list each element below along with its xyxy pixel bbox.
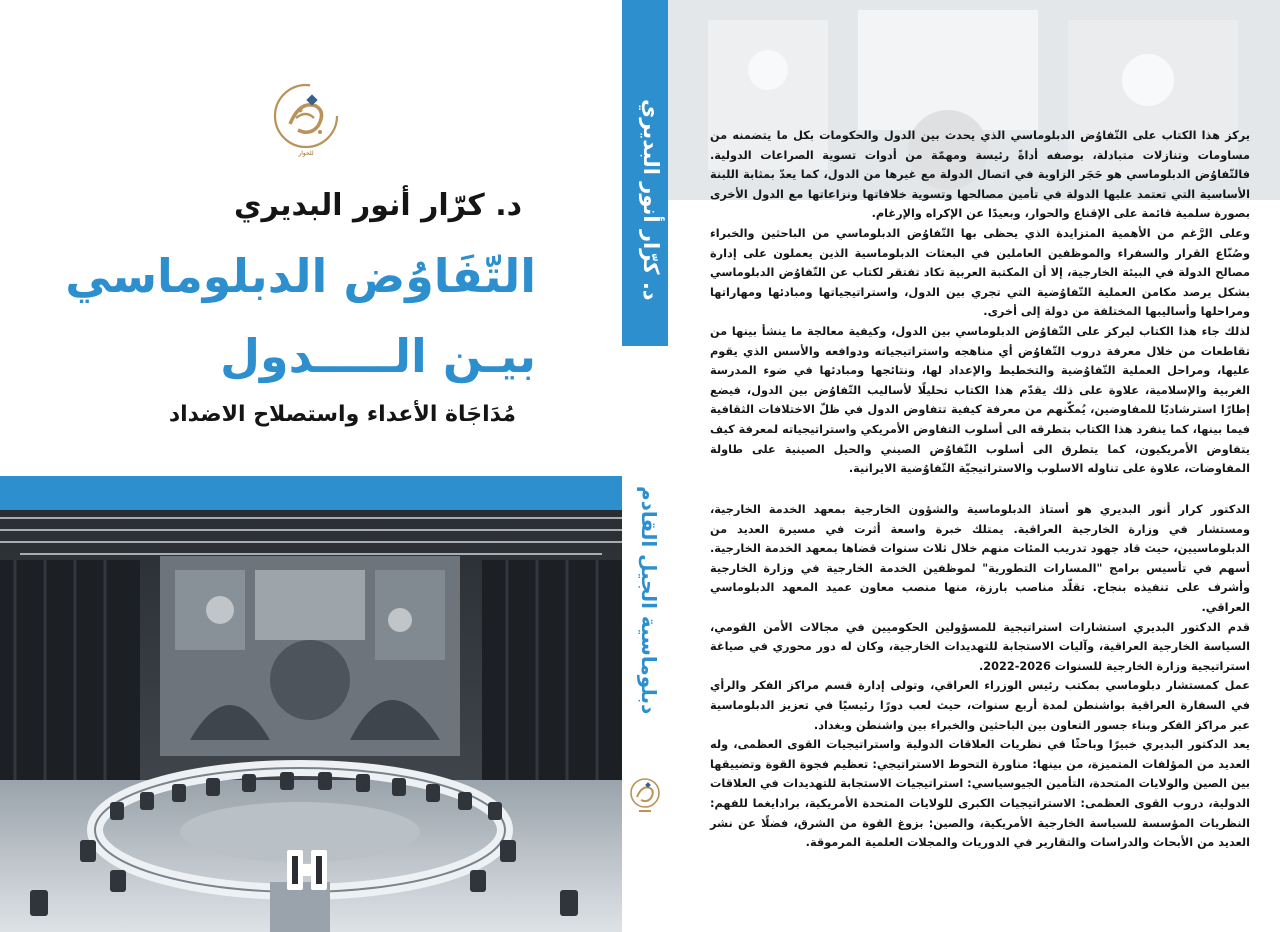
institute-calligraphy-logo-icon: [270, 80, 342, 152]
back-cover: [668, 0, 1280, 932]
book-subtitle: مُدَاجَاة الأعداء واستصلاح الاضداد: [168, 402, 516, 427]
author-name: د. كرّار أنور البديري: [234, 188, 522, 223]
spine-author: د. كرّار أنور البديري: [639, 99, 663, 301]
book-description: [710, 126, 1250, 479]
spine-series-title: دبلوماسية الجيل القادم: [637, 485, 661, 715]
bio-paragraph: عمل كمستشار دبلوماسي بمكتب رئيس الوزراء العراقي، وتولى إدارة قسم مراكز الفكر والرأي في السفارة العراقية بواشنطن لمدة أربع سنوات، حيث لعب دورًا رئيسيًا في تعزيز الدبلوماسية عبر مراكز الفكر وبناء جسور التعاون بين الباحثين والخبراء بين واشنطن وبغداد.: [710, 679, 1250, 732]
book-title-line-2: بيـن الـــــدول: [220, 329, 536, 383]
blue-band: [0, 476, 622, 510]
bio-paragraph: يعد الدكتور البديري خبيرًا وباحثًا في نظريات العلاقات الدولية واستراتيجيات القوى العظمى، وله العديد من المؤلفات المتميزة، من بينها: مناورة التحوط الاستراتيجي: تعظيم فجوة القوة وتضييقها بين الصين والولايات المتحدة، التأمين الجيوسياسي: استراتيجيات الاستجابة للتهديدات في العلاقات الدولية، دروب القوى العظمى: الاستراتيجيات الكبرى للولايات المتحدة الأمريكية، برادايغما للفهم: النظريات المؤسسة للسياسة الخارجية الأمريكية، والصين: بزوغ القوة من الشرق، فضلًا عن نشر العديد من الأبحاث والدراسات والتقارير في الدوريات والمجلات العلمية المرموقة.: [710, 738, 1250, 850]
institute-logo: [270, 80, 342, 168]
book-spine: [622, 0, 668, 932]
author-biography: [710, 500, 1250, 853]
book-title-line-1: التّفَاوُض الدبلوماسي: [65, 249, 536, 303]
description-paragraph: يركز هذا الكتاب على التّفاوُض الدبلوماسي الذي يحدث بين الدول والحكومات بكل ما يتضمنه من مساومات وتنازلات متبادلة، بوصفه أداةً رئيسة ومهمّة من أدوات تسوية الصراعات الدولية. فالتّفاوُض الدبلوماسي هو حَجَر الزاوية في اتصال الدولة مع غيرها من الدول، كما يعدّ بمثابة اللبنة الأساسية التي تعتمد عليها الدولة في تأمين مصالحها وتسوية خلافاتها ونزاعاتها مع الدول الأخرى بصورة سلمية قائمة على الإقناع والحوار، وبعيدًا عن الإكراه والإرغام.: [710, 129, 1250, 221]
bio-paragraph: الدكتور كرار أنور البديري هو أستاذ الدبلوماسية والشؤون الخارجية بمعهد الخدمة الخارجية، ومستشار في وزارة الخارجية العراقية. يمتلك خبرة واسعة أثرت في مسيرة العديد من الدبلوماسيين، حيث قاد جهود تدريب المئات منهم خلال ثلاث سنوات قضاها بمعهد الخدمة الخارجية. أسهم في تأسيس برامج "المسارات التطورية" لموظفين الخدمة الخارجية في وزارة الخارجية وأشرف على تنفيذه بنجاح. تقلّد مناصب بارزة، منها منصب معاون عميد المعهد الدبلوماسي العراقي.: [710, 503, 1250, 614]
logo-caption: للحوار: [298, 150, 314, 157]
publisher-logo: [279, 842, 335, 898]
description-paragraph: لذلك جاء هذا الكتاب ليركز على التّفاوُض الدبلوماسي بين الدول، وكيفية معالجة ما ينشأ بينها من تقاطعات من خلال معرفة دروب التّفاوُض أي مناهجه واستراتيجياته ودوافعه والأسس الذي يقوم عليها، ومراحل العملية التّفاوُضية والتخطيط والإعداد لها، ونتائجها ومبادئها في ضوء المدرسة الغربية والإسلامية، علاوة على ذلك يقدّم هذا الكتاب تحليلًا لأساليب التّفاوُض بين الدول، فيضع إطارًا استرشاديًا للمفاوضين، يُمكّنهم من معرفة كيفية تتفاوض الدول في ظلّ الاختلافات الثقافية فيما بينها، كما ينفرد هذا الكتاب بتطرقه الى أسلوب التفاوض الأمريكي واستراتيجياته لمعرفة كيف يتفاوض الأمريكيون، كما يتطرق الى أسلوب التّفاوُض الصيني والحيل الصينية على طاولة المفاوضات، علاوة على تناوله الاسلوب والاستراتيجيّة التّفاوُضية الايرانية.: [710, 324, 1250, 476]
publisher-dh-logo-icon: [279, 842, 335, 898]
spine-logo: [628, 776, 662, 816]
front-cover: [0, 0, 622, 932]
description-paragraph: وعلى الرَّغم من الأهمية المتزايدة الذي يحظى بها التّفاوُض الدبلوماسي من الباحثين والخبراء وصُنّاع القرار والسفراء والموظفين العاملين في البعثات الدبلوماسية الذين يعملون على إدارة مصالح الدولة في البيئة الخارجية، إلا أن المكتبة العربية تكاد تفتقر لكتاب عن التّفاوُض الدبلوماسي بشكل يرصد مكامن العملية التّفاوُضية التي تجري بين الدول، واستراتيجياتها ومبادئها ومهاراتها ومراحلها وأساليبها المختلفة من دولة إلى أخرى.: [710, 226, 1250, 319]
institute-mini-logo-icon: [628, 776, 662, 816]
bio-paragraph: قدم الدكتور البديري استشارات استراتيجية للمسؤولين الحكوميين في مجالات الأمن القومي، السياسة الخارجية العراقية، وآليات الاستجابة للتهديدات الخارجية، وكان له دور محوري في صياغة استراتيجية وزارة الخارجية للسنوات 2026-2022.: [710, 620, 1250, 673]
